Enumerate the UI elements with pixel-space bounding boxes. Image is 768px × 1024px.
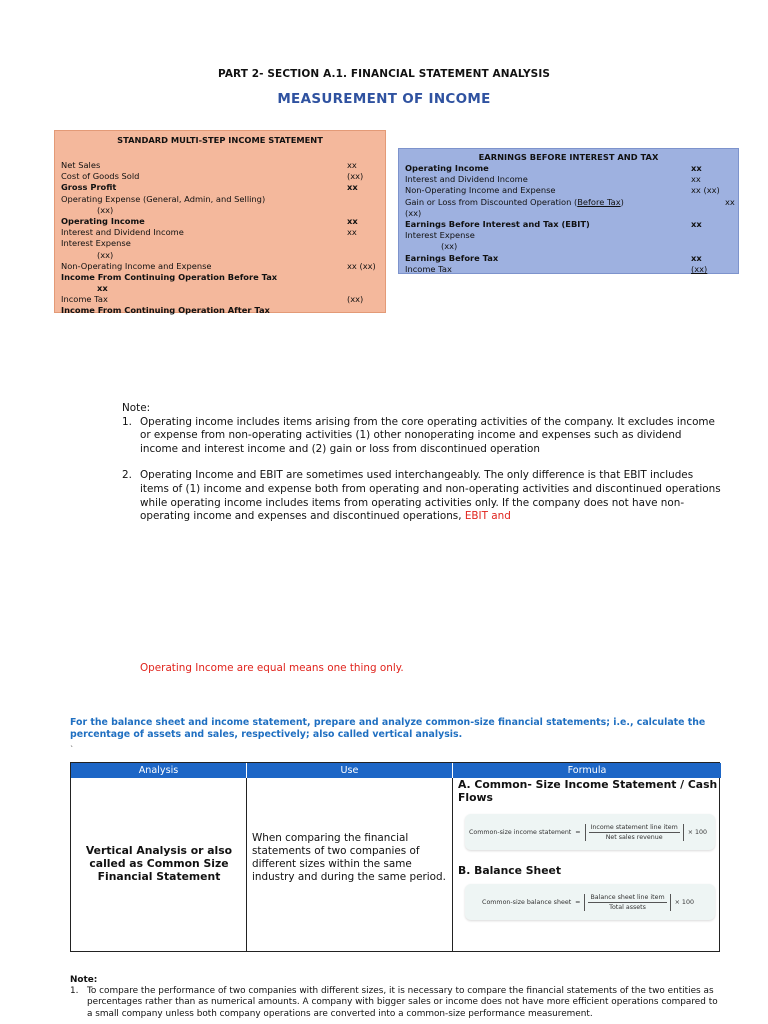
statement-row xyxy=(405,253,732,264)
row-value: xx xyxy=(725,196,735,207)
label-part: ) xyxy=(620,196,624,207)
formula-equals: = xyxy=(575,898,581,906)
formula-b-title: B. Balance Sheet xyxy=(458,864,562,877)
note-text: Operating income includes items arising from the core operating activities of the company. It excludes income or expense from non-operating activities (1) other nonoperating income and expenses such as dividend income and interest income and (2) gain or loss from discontinued operation xyxy=(140,415,715,455)
row-value: (xx) xyxy=(347,171,364,182)
row-value: (xx) xyxy=(347,294,364,305)
statement-row xyxy=(61,305,379,316)
statement-row xyxy=(61,216,379,227)
table-header-analysis: Analysis xyxy=(71,763,247,778)
formula-lhs: Common-size balance sheet xyxy=(482,898,572,906)
statement-row xyxy=(405,208,732,219)
table-header-use: Use xyxy=(247,763,453,778)
vertical-analysis-table xyxy=(70,762,720,952)
row-label: (xx) xyxy=(97,249,114,260)
row-value: xx xyxy=(347,182,358,193)
formula-denominator: Net sales revenue xyxy=(605,833,663,841)
page-title: MEASUREMENT OF INCOME xyxy=(277,91,491,107)
statement-row xyxy=(61,171,379,182)
statement-row xyxy=(61,205,379,216)
row-value: xx xyxy=(691,174,701,185)
note-item xyxy=(122,416,722,457)
row-value: xx (xx) xyxy=(691,185,720,196)
analysis-cell xyxy=(71,778,247,951)
use-text: When comparing the financial statements of two companies of different sizes within the same industry and during the same period. xyxy=(252,832,446,883)
statement-row xyxy=(405,219,732,230)
tick-mark: ` xyxy=(70,745,74,754)
row-label: Net Sales xyxy=(61,160,101,170)
formula-a-box xyxy=(465,814,715,850)
statement-row xyxy=(405,185,732,196)
note-section xyxy=(122,402,722,537)
note-text: To compare the performance of two companies with different sizes, it is necessary to compare the financial statements of the two entities as percentages rather than as numerical amounts. A company with bigger sales or income does not have more efficient operations compared to a small company unless both company operations are converted into a common-size performance measurement. xyxy=(87,986,718,1019)
row-label: Earnings Before Interest and Tax (EBIT) xyxy=(405,218,590,229)
formula-b-box xyxy=(465,884,715,920)
row-label: Operating Income xyxy=(61,215,145,226)
row-label: Non-Operating Income and Expense xyxy=(405,185,556,196)
row-label: Operating Expense (General, Admin, and Selling) xyxy=(61,193,266,204)
label-part: Gain or Loss from Discounted Operation ( xyxy=(405,196,578,207)
formula-fraction xyxy=(584,894,670,911)
statement-row xyxy=(405,230,732,241)
statement-row xyxy=(61,227,379,238)
use-cell xyxy=(247,778,453,951)
formula-multiplier: × 100 xyxy=(687,828,708,836)
bottom-note xyxy=(70,975,720,1020)
statement-row xyxy=(61,160,379,171)
row-label: Income From Continuing Operation Before Tax xyxy=(61,271,278,282)
part-title: PART 2- SECTION A.1. FINANCIAL STATEMENT ANALYSIS xyxy=(217,68,551,80)
statement-row xyxy=(61,272,379,283)
note-text: Operating Income and EBIT are sometimes used interchangeably. The only difference is that EBIT includes items of (1) income and expense both from operating and non-operating activities and discontinued operations while operating income includes items from operating activities only. If the company does not have non-operating income and expenses and discontinued operations, xyxy=(140,469,721,523)
note-heading: Note: xyxy=(122,402,151,414)
statement-row xyxy=(61,194,379,205)
row-value: xx xyxy=(347,227,357,238)
formula-fraction xyxy=(585,824,684,841)
row-value: xx xyxy=(347,215,358,226)
formula-numerator: Balance sheet line item xyxy=(590,893,665,901)
row-label: Interest and Dividend Income xyxy=(405,174,528,185)
row-value: xx xyxy=(691,163,702,173)
row-label: (xx) xyxy=(405,207,422,218)
note-item xyxy=(122,469,722,523)
statement-row xyxy=(61,238,379,249)
multi-step-income-statement-box xyxy=(54,130,386,316)
row-label: Interest Expense xyxy=(405,230,475,241)
statement-row xyxy=(61,261,379,272)
row-value: xx xyxy=(691,252,702,263)
row-label: Earnings Before Tax xyxy=(405,252,499,263)
statement-row xyxy=(61,294,379,305)
ebit-box xyxy=(398,148,739,274)
formula-lhs: Common-size income statement xyxy=(468,828,572,836)
note-number: 1. xyxy=(122,415,132,428)
note-number: 2. xyxy=(122,469,132,482)
row-label: xx xyxy=(97,283,108,294)
statement-row xyxy=(61,250,379,261)
row-label: Income Tax xyxy=(405,263,452,274)
formula-equals: = xyxy=(575,828,581,836)
formula-numerator: Income statement line item xyxy=(590,823,678,831)
learning-objective: For the balance sheet and income statement, prepare and analyze common-size financial statements; i.e., calculate the percentage of assets and sales, respectively; also called vertical analysis. xyxy=(70,717,706,740)
note-red-text: EBIT and xyxy=(464,510,511,523)
note-number: 1. xyxy=(70,986,79,997)
table-header-formula: Formula xyxy=(453,763,721,778)
analysis-text: Vertical Analysis or also called as Common Size Financial Statement xyxy=(85,844,233,883)
statement-row xyxy=(405,196,735,208)
row-label: Cost of Goods Sold xyxy=(61,171,140,182)
row-value: xx xyxy=(347,160,357,170)
row-label: Income From Continuing Operation After Tax xyxy=(61,305,270,316)
statement-row xyxy=(405,241,732,252)
row-value: (xx) xyxy=(691,263,708,274)
ebit-title: EARNINGS BEFORE INTEREST AND TAX xyxy=(478,152,659,162)
formula-multiplier: × 100 xyxy=(674,898,694,906)
statement-row xyxy=(405,264,732,275)
bottom-note-item xyxy=(70,986,720,1020)
row-label: (xx) xyxy=(441,241,458,252)
row-label xyxy=(405,197,624,208)
row-label: Gross Profit xyxy=(61,182,117,193)
note-list xyxy=(122,416,722,524)
statement-row xyxy=(61,182,379,193)
formula-a-title: A. Common- Size Income Statement / Cash Flows xyxy=(458,778,718,804)
red-continuation-text: Operating Income are equal means one thing only. xyxy=(140,662,404,674)
label-underlined: Before Tax xyxy=(577,196,621,207)
multi-step-title: STANDARD MULTI-STEP INCOME STATEMENT xyxy=(117,135,323,145)
row-label: Income Tax xyxy=(61,294,108,305)
row-value: xx (xx) xyxy=(347,260,376,271)
formula-cell xyxy=(453,778,721,951)
row-label: Non-Operating Income and Expense xyxy=(61,260,212,271)
formula-denominator: Total assets xyxy=(609,903,646,911)
statement-row xyxy=(405,174,732,185)
statement-row xyxy=(61,283,379,294)
bottom-note-heading: Note: xyxy=(70,975,98,985)
row-value: xx xyxy=(691,218,702,229)
row-label: Interest and Dividend Income xyxy=(61,227,184,238)
row-label: (xx) xyxy=(97,204,114,215)
row-label: Operating Income xyxy=(405,163,489,173)
statement-row xyxy=(405,163,732,174)
row-label: Interest Expense xyxy=(61,238,131,249)
